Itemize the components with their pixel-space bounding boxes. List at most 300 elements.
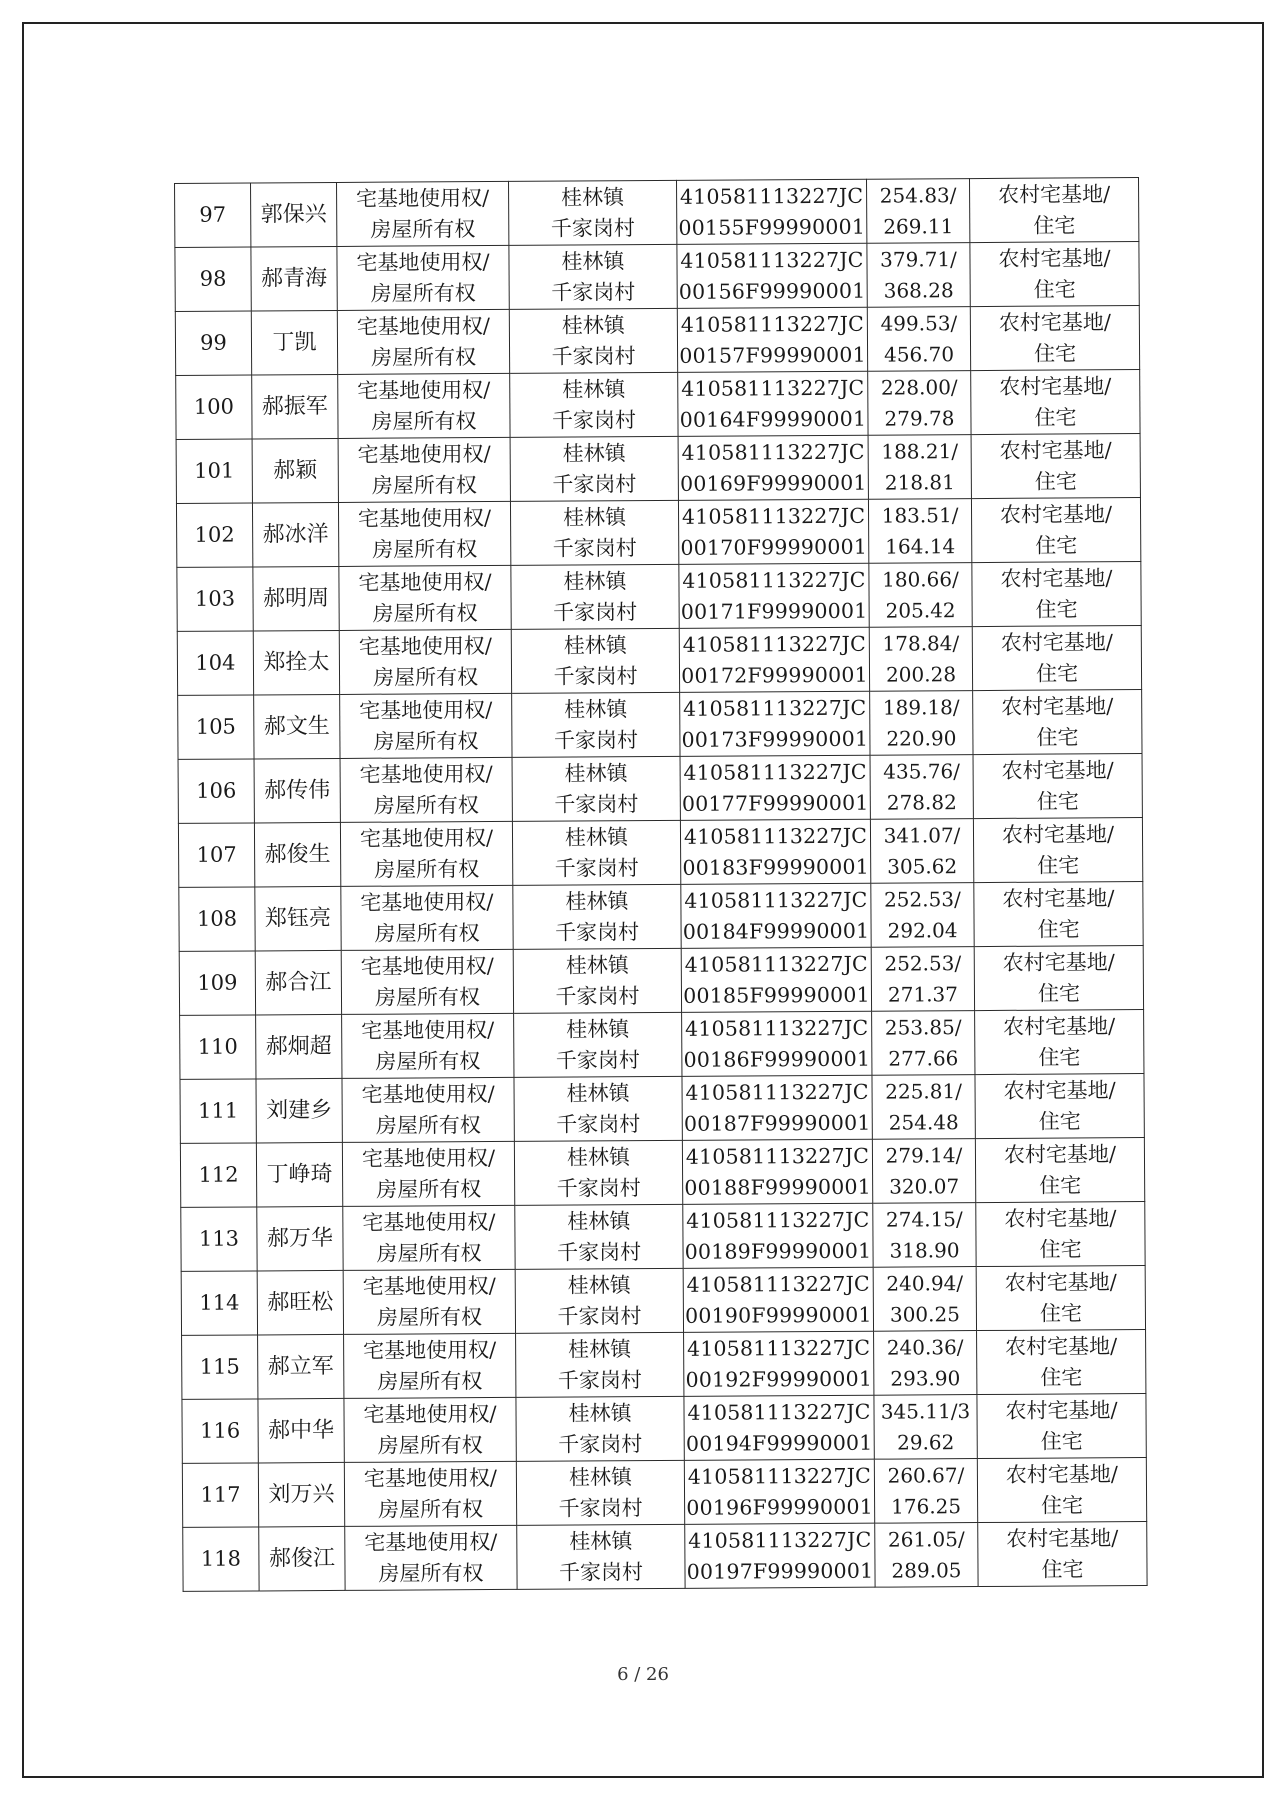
table-row — [180, 1010, 1144, 1080]
row-number-cell — [180, 1015, 256, 1079]
right-type-cell — [338, 373, 510, 438]
location-line-1: 桂林镇 — [568, 1464, 632, 1490]
land-use-line-1: 农村宅基地/ — [1001, 821, 1115, 847]
location-line-1: 桂林镇 — [564, 696, 628, 722]
right-type-line-2: 房屋所有权 — [371, 344, 477, 370]
land-use-line-1: 农村宅基地/ — [1003, 1077, 1116, 1103]
land-use-line-1: 农村宅基地/ — [1003, 1141, 1117, 1167]
area-line-1: 252.53/ — [884, 950, 962, 976]
land-use-cell — [977, 1394, 1146, 1459]
land-use-cell — [970, 242, 1139, 307]
certificate-number-cell — [682, 1075, 872, 1140]
location-line-2: 千家岗村 — [558, 1431, 643, 1457]
land-use-cell — [975, 1010, 1144, 1075]
area-cell — [871, 883, 974, 948]
certificate-number-line-1: 410581113227JC — [686, 1271, 870, 1297]
area-cell — [874, 1331, 977, 1396]
land-use-line-2: 住宅 — [1038, 1108, 1081, 1134]
row-number-cell — [175, 311, 251, 375]
owner-name-text: 郝俊生 — [264, 842, 331, 868]
right-type-line-1: 宅基地使用权/ — [360, 953, 494, 979]
area-line-1: 252.53/ — [883, 886, 961, 912]
location-line-2: 千家岗村 — [555, 1047, 640, 1073]
land-use-cell — [970, 306, 1139, 371]
row-number-cell — [179, 951, 255, 1015]
area-cell — [873, 1203, 976, 1268]
land-use-line-1: 农村宅基地/ — [1005, 1461, 1119, 1487]
row-number-text: 108 — [196, 906, 238, 931]
location-line-1: 桂林镇 — [569, 1528, 633, 1554]
owner-name-text: 郝合江 — [265, 969, 332, 996]
land-use-cell — [977, 1458, 1146, 1523]
owner-name-text: 郝文生 — [263, 714, 330, 740]
location-line-2: 千家岗村 — [556, 1175, 641, 1201]
right-type-cell — [343, 1269, 515, 1334]
table-row — [177, 626, 1141, 696]
right-type-line-2: 房屋所有权 — [376, 1240, 482, 1266]
land-use-cell — [975, 1074, 1144, 1139]
right-type-line-1: 宅基地使用权/ — [356, 313, 490, 339]
land-use-cell — [973, 754, 1142, 819]
right-type-line-1: 宅基地使用权/ — [361, 1081, 495, 1107]
area-line-1: 254.83/ — [879, 182, 957, 208]
land-use-line-1: 农村宅基地/ — [1002, 949, 1115, 975]
area-line-1: 183.51/ — [881, 502, 959, 528]
land-use-line-2: 住宅 — [1035, 532, 1078, 558]
land-use-cell — [974, 946, 1143, 1011]
location-cell — [509, 244, 677, 309]
owner-name-text: 丁凯 — [272, 330, 317, 356]
owner-name-cell — [252, 374, 338, 439]
row-number-text: 98 — [199, 266, 227, 291]
area-cell — [872, 1139, 975, 1204]
area-line-2: 277.66 — [888, 1045, 959, 1071]
right-type-line-1: 宅基地使用权/ — [362, 1273, 496, 1299]
right-type-line-2: 房屋所有权 — [374, 856, 480, 882]
right-type-line-2: 房屋所有权 — [372, 664, 479, 690]
land-use-line-2: 住宅 — [1041, 1556, 1084, 1582]
table-row — [176, 370, 1140, 440]
area-line-2: 318.90 — [889, 1237, 960, 1263]
certificate-number-line-1: 410581113227JC — [683, 823, 868, 849]
area-line-1: 240.36/ — [886, 1334, 964, 1360]
certificate-number-line-2: 00155F99990001 — [678, 214, 866, 240]
certificate-number-cell — [682, 1139, 872, 1204]
location-cell — [510, 436, 678, 501]
certificate-number-cell — [684, 1395, 874, 1460]
right-type-line-1: 宅基地使用权/ — [364, 1529, 498, 1555]
location-cell — [512, 756, 680, 821]
right-type-line-2: 房屋所有权 — [371, 408, 477, 434]
certificate-number-line-1: 410581113227JC — [681, 439, 865, 465]
land-use-line-1: 农村宅基地/ — [1005, 1397, 1118, 1423]
location-line-2: 千家岗村 — [551, 279, 636, 305]
owner-name-cell — [254, 822, 340, 887]
location-line-2: 千家岗村 — [554, 791, 639, 817]
certificate-number-line-1: 410581113227JC — [679, 183, 864, 209]
area-cell — [866, 179, 969, 244]
location-line-1: 桂林镇 — [565, 888, 629, 914]
owner-name-cell — [253, 566, 339, 631]
location-line-1: 桂林镇 — [564, 760, 628, 786]
right-type-cell — [340, 757, 512, 822]
location-line-2: 千家岗村 — [558, 1495, 643, 1521]
owner-name-text: 郝中华 — [268, 1417, 335, 1444]
right-type-cell — [337, 181, 509, 246]
land-use-line-1: 农村宅基地/ — [997, 181, 1111, 207]
location-cell — [512, 692, 680, 757]
owner-name-cell — [254, 758, 340, 823]
location-line-1: 桂林镇 — [568, 1336, 632, 1362]
right-type-line-2: 房屋所有权 — [373, 728, 479, 754]
location-cell — [511, 564, 679, 629]
area-cell — [869, 563, 972, 628]
area-cell — [870, 755, 973, 820]
owner-name-text: 郝明周 — [262, 586, 330, 612]
right-type-cell — [339, 565, 511, 630]
certificate-number-line-1: 410581113227JC — [683, 759, 867, 785]
area-line-2: 269.11 — [883, 213, 954, 239]
row-number-cell — [176, 439, 252, 503]
certificate-number-cell — [680, 755, 870, 820]
right-type-line-1: 宅基地使用权/ — [363, 1401, 497, 1427]
land-use-cell — [978, 1522, 1147, 1587]
land-use-line-1: 农村宅基地/ — [1001, 693, 1114, 719]
location-line-2: 千家岗村 — [551, 407, 637, 433]
land-use-line-1: 农村宅基地/ — [999, 373, 1112, 399]
land-use-cell — [973, 690, 1142, 755]
certificate-number-line-1: 410581113227JC — [680, 311, 865, 337]
right-type-cell — [342, 1141, 514, 1206]
area-cell — [868, 371, 971, 436]
owner-name-text: 郝冰洋 — [262, 522, 329, 548]
right-type-cell — [342, 1013, 514, 1078]
row-number-cell — [181, 1207, 257, 1271]
land-use-cell — [977, 1330, 1146, 1395]
owner-name-cell — [256, 1078, 342, 1143]
location-cell — [515, 1268, 683, 1333]
table-row — [178, 754, 1142, 824]
certificate-number-line-1: 410581113227JC — [683, 695, 867, 721]
area-line-2: 456.70 — [883, 341, 955, 367]
location-line-2: 千家岗村 — [555, 983, 640, 1009]
table-row — [178, 818, 1142, 888]
certificate-number-cell — [678, 435, 868, 500]
right-type-cell — [340, 693, 512, 758]
area-cell — [867, 307, 970, 372]
right-type-cell — [344, 1397, 516, 1462]
row-number-cell — [175, 247, 251, 311]
land-use-line-2: 住宅 — [1039, 1236, 1082, 1262]
land-use-line-1: 农村宅基地/ — [1004, 1269, 1117, 1295]
certificate-number-line-2: 00157F99990001 — [679, 342, 866, 368]
certificate-number-line-2: 00169F99990001 — [679, 470, 867, 496]
owner-name-cell — [258, 1334, 344, 1399]
certificate-number-line-2: 00177F99990001 — [681, 790, 869, 816]
owner-name-text: 郝青海 — [261, 266, 328, 292]
area-line-1: 274.15/ — [885, 1206, 963, 1232]
right-type-cell — [340, 821, 512, 886]
land-use-line-2: 住宅 — [1039, 1300, 1083, 1326]
owner-name-text: 郝传伟 — [264, 778, 331, 804]
owner-name-text: 郭保兴 — [260, 202, 327, 228]
certificate-number-line-1: 410581113227JC — [684, 887, 868, 913]
location-cell — [517, 1524, 685, 1589]
row-number-cell — [175, 183, 251, 247]
row-number-cell — [177, 567, 253, 631]
area-line-2: 176.25 — [891, 1493, 962, 1519]
row-number-cell — [179, 887, 255, 951]
certificate-number-line-2: 00170F99990001 — [680, 534, 868, 560]
row-number-cell — [178, 759, 254, 823]
location-line-1: 桂林镇 — [567, 1208, 631, 1234]
right-type-line-2: 房屋所有权 — [372, 536, 478, 562]
table-row — [176, 498, 1140, 568]
right-type-cell — [343, 1205, 515, 1270]
location-cell — [516, 1396, 684, 1461]
table-row — [177, 562, 1141, 632]
row-number-cell — [182, 1335, 258, 1399]
certificate-number-cell — [685, 1523, 875, 1588]
location-line-2: 千家岗村 — [550, 215, 635, 241]
land-use-line-2: 住宅 — [1034, 404, 1077, 430]
right-type-line-1: 宅基地使用权/ — [357, 505, 492, 531]
owner-name-cell — [258, 1398, 344, 1463]
area-line-2: 200.28 — [885, 661, 957, 687]
certificate-number-cell — [679, 627, 869, 692]
land-use-line-2: 住宅 — [1038, 1044, 1081, 1070]
row-number-text: 113 — [198, 1226, 240, 1251]
land-use-line-1: 农村宅基地/ — [1005, 1333, 1118, 1359]
row-number-text: 107 — [196, 842, 237, 867]
land-use-cell — [973, 818, 1142, 883]
location-line-1: 桂林镇 — [563, 632, 627, 658]
table-row — [180, 1074, 1144, 1144]
location-cell — [509, 308, 677, 373]
land-use-line-1: 农村宅基地/ — [999, 437, 1112, 463]
location-line-1: 桂林镇 — [562, 376, 626, 402]
area-line-1: 228.00/ — [880, 374, 958, 400]
land-use-cell — [972, 626, 1141, 691]
row-number-text: 99 — [200, 330, 227, 355]
table-row — [179, 882, 1143, 952]
certificate-number-line-1: 410581113227JC — [682, 631, 867, 657]
right-type-line-2: 房屋所有权 — [378, 1560, 484, 1586]
row-number-text: 97 — [199, 202, 227, 227]
certificate-number-line-2: 00194F99990001 — [685, 1430, 873, 1456]
row-number-text: 115 — [199, 1354, 240, 1379]
area-line-1: 225.81/ — [885, 1078, 963, 1104]
owner-name-text: 郝万华 — [266, 1225, 334, 1252]
land-use-cell — [976, 1266, 1145, 1331]
row-number-cell — [180, 1079, 256, 1143]
table-row — [175, 242, 1139, 312]
row-number-cell — [183, 1527, 259, 1591]
area-cell — [870, 819, 973, 884]
right-type-line-2: 房屋所有权 — [376, 1176, 482, 1202]
owner-name-text: 刘建乡 — [266, 1097, 333, 1124]
land-use-line-2: 住宅 — [1041, 1492, 1084, 1518]
owner-name-text: 郑钰亮 — [264, 905, 332, 932]
right-type-cell — [345, 1525, 517, 1590]
area-cell — [868, 499, 971, 564]
land-use-cell — [971, 498, 1140, 563]
registry-table — [174, 177, 1148, 1592]
right-type-line-2: 房屋所有权 — [373, 792, 479, 818]
land-use-line-2: 住宅 — [1033, 340, 1077, 366]
area-line-1: 499.53/ — [880, 310, 958, 336]
certificate-number-line-2: 00187F99990001 — [683, 1110, 871, 1136]
certificate-number-cell — [677, 179, 867, 244]
right-type-cell — [339, 629, 511, 694]
row-number-text: 118 — [200, 1546, 242, 1571]
certificate-number-line-1: 410581113227JC — [684, 951, 868, 977]
owner-name-cell — [255, 950, 341, 1015]
certificate-number-cell — [682, 1011, 872, 1076]
certificate-number-line-2: 00192F99990001 — [685, 1366, 873, 1392]
right-type-line-1: 宅基地使用权/ — [357, 377, 491, 403]
right-type-line-2: 房屋所有权 — [370, 280, 476, 306]
land-use-line-2: 住宅 — [1039, 1172, 1082, 1198]
land-use-line-1: 农村宅基地/ — [1002, 885, 1115, 911]
certificate-number-line-2: 00172F99990001 — [681, 662, 868, 688]
certificate-number-line-1: 410581113227JC — [686, 1335, 871, 1361]
owner-name-text: 郝俊江 — [268, 1545, 335, 1572]
location-line-1: 桂林镇 — [565, 952, 629, 978]
owner-name-text: 郝振军 — [261, 394, 328, 420]
certificate-number-cell — [681, 883, 871, 948]
area-line-1: 379.71/ — [880, 246, 957, 272]
right-type-line-2: 房屋所有权 — [377, 1432, 483, 1458]
area-line-1: 341.07/ — [883, 822, 961, 848]
table-row — [181, 1202, 1145, 1272]
right-type-line-1: 宅基地使用权/ — [359, 697, 493, 723]
location-cell — [514, 1076, 682, 1141]
certificate-number-cell — [684, 1459, 874, 1524]
location-cell — [512, 820, 680, 885]
right-type-cell — [337, 309, 509, 374]
land-use-cell — [975, 1138, 1144, 1203]
registry-table-wrapper — [174, 177, 1147, 1592]
area-line-1: 435.76/ — [883, 758, 961, 784]
owner-name-text: 郑拴太 — [263, 650, 330, 676]
location-cell — [510, 500, 678, 565]
certificate-number-line-2: 00183F99990001 — [682, 854, 870, 880]
land-use-line-2: 住宅 — [1040, 1364, 1083, 1390]
right-type-line-2: 房屋所有权 — [372, 600, 478, 626]
area-line-1: 188.21/ — [881, 438, 959, 464]
location-line-2: 千家岗村 — [553, 727, 638, 753]
table-row — [175, 306, 1139, 376]
certificate-number-cell — [678, 499, 868, 564]
location-line-1: 桂林镇 — [561, 312, 625, 338]
area-cell — [869, 627, 972, 692]
area-line-2: 254.48 — [888, 1109, 959, 1135]
certificate-number-line-1: 410581113227JC — [685, 1143, 870, 1169]
right-type-line-2: 房屋所有权 — [374, 984, 481, 1010]
owner-name-cell — [252, 502, 338, 567]
area-line-1: 178.84/ — [882, 630, 960, 656]
owner-name-cell — [258, 1462, 344, 1527]
area-line-1: 180.66/ — [882, 566, 959, 592]
certificate-number-line-1: 410581113227JC — [682, 567, 866, 593]
land-use-line-1: 农村宅基地/ — [999, 501, 1113, 527]
land-use-line-1: 农村宅基地/ — [998, 309, 1111, 335]
owner-name-cell — [251, 182, 337, 247]
area-line-2: 320.07 — [889, 1173, 960, 1199]
area-cell — [874, 1459, 977, 1524]
location-cell — [516, 1332, 684, 1397]
land-use-cell — [974, 882, 1143, 947]
owner-name-text: 郝颖 — [273, 458, 318, 484]
right-type-line-1: 宅基地使用权/ — [356, 249, 490, 275]
row-number-text: 112 — [198, 1162, 239, 1187]
location-cell — [509, 180, 677, 245]
owner-name-text: 丁峥琦 — [266, 1161, 333, 1188]
owner-name-cell — [259, 1526, 345, 1591]
table-row — [179, 946, 1143, 1016]
land-use-line-1: 农村宅基地/ — [1004, 1205, 1117, 1231]
land-use-line-2: 住宅 — [1037, 852, 1080, 878]
right-type-line-2: 房屋所有权 — [370, 216, 476, 242]
area-cell — [868, 435, 971, 500]
area-line-2: 218.81 — [884, 469, 955, 495]
location-line-2: 千家岗村 — [552, 535, 637, 561]
location-line-2: 千家岗村 — [551, 343, 636, 369]
area-line-2: 279.78 — [884, 405, 955, 431]
location-line-2: 千家岗村 — [556, 1239, 642, 1265]
location-line-1: 桂林镇 — [563, 568, 627, 594]
location-line-2: 千家岗村 — [555, 919, 640, 945]
table-row — [183, 1522, 1147, 1592]
right-type-line-2: 房屋所有权 — [378, 1496, 484, 1522]
right-type-line-2: 房屋所有权 — [376, 1304, 483, 1330]
right-type-line-1: 宅基地使用权/ — [362, 1209, 496, 1235]
location-cell — [515, 1204, 683, 1269]
certificate-number-line-1: 410581113227JC — [688, 1527, 872, 1553]
certificate-number-line-2: 00189F99990001 — [684, 1238, 872, 1264]
owner-name-cell — [254, 694, 340, 759]
right-type-cell — [344, 1333, 516, 1398]
certificate-number-line-1: 410581113227JC — [685, 1079, 869, 1105]
right-type-line-1: 宅基地使用权/ — [358, 569, 492, 595]
land-use-line-1: 农村宅基地/ — [1006, 1525, 1119, 1551]
location-line-1: 桂林镇 — [566, 1144, 631, 1170]
row-number-text: 101 — [194, 458, 235, 483]
land-use-cell — [976, 1202, 1145, 1267]
page-number: 6 / 26 — [617, 1664, 669, 1685]
area-line-1: 345.11/3 — [880, 1398, 971, 1424]
certificate-number-line-2: 00184F99990001 — [682, 918, 870, 944]
owner-name-text: 郝炯超 — [265, 1033, 332, 1060]
area-cell — [875, 1523, 978, 1588]
owner-name-text: 郝旺松 — [267, 1289, 334, 1316]
land-use-line-2: 住宅 — [1035, 660, 1079, 686]
row-number-cell — [182, 1399, 258, 1463]
owner-name-cell — [256, 1014, 342, 1079]
row-number-cell — [178, 823, 254, 887]
owner-name-cell — [257, 1206, 343, 1271]
row-number-cell — [182, 1463, 258, 1527]
right-type-line-2: 房屋所有权 — [377, 1368, 483, 1394]
land-use-line-2: 住宅 — [1033, 212, 1076, 238]
location-line-2: 千家岗村 — [557, 1367, 642, 1393]
certificate-number-cell — [681, 947, 871, 1012]
table-row — [182, 1458, 1146, 1528]
land-use-line-2: 住宅 — [1034, 468, 1077, 494]
land-use-line-1: 农村宅基地/ — [1001, 757, 1114, 783]
row-number-cell — [176, 503, 252, 567]
